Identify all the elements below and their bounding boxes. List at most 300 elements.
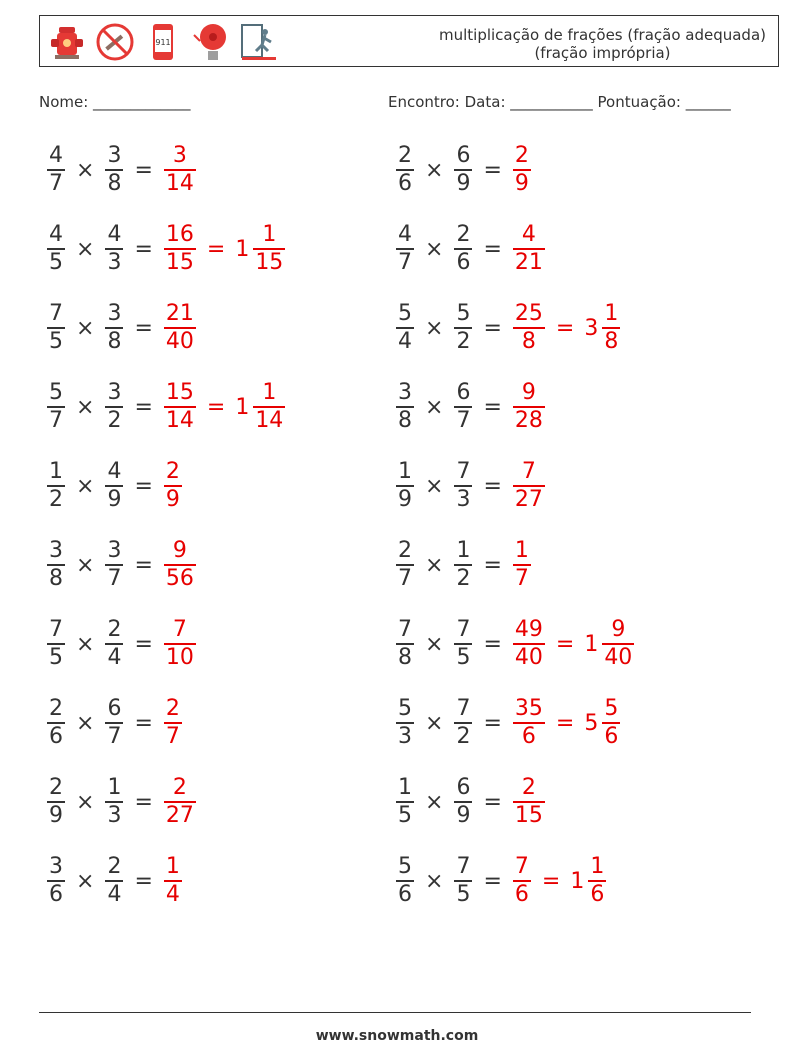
denominator: 5 xyxy=(49,329,63,354)
denominator: 2 xyxy=(456,566,471,591)
title-line-1: multiplicação de frações (fração adequada) xyxy=(438,26,766,44)
numerator: 7 xyxy=(456,854,471,879)
times-sign: × xyxy=(76,394,95,420)
denominator: 2 xyxy=(49,487,63,512)
answer xyxy=(161,143,199,197)
mixed-fraction xyxy=(602,696,620,750)
operand-b-fraction xyxy=(105,459,123,513)
answer-fraction xyxy=(513,459,545,513)
mixed-whole: 3 xyxy=(584,315,599,341)
operand-b-fraction xyxy=(105,301,123,355)
operand-a-fraction xyxy=(396,538,414,592)
numerator: 2 xyxy=(49,775,63,800)
numerator: 4 xyxy=(49,143,63,168)
operand-b-fraction xyxy=(105,538,123,592)
denominator: 5 xyxy=(456,645,471,670)
denominator: 7 xyxy=(398,250,412,275)
equals-sign: = xyxy=(134,710,153,736)
times-sign: × xyxy=(425,868,444,894)
operand-a-fraction xyxy=(396,617,414,671)
numerator: 2 xyxy=(398,538,412,563)
answer xyxy=(161,538,199,592)
denominator: 7 xyxy=(49,171,63,196)
numerator: 4 xyxy=(49,222,63,247)
no-smoking-icon xyxy=(94,21,136,63)
times-sign: × xyxy=(76,789,95,815)
equals-sign: = xyxy=(134,789,153,815)
answer xyxy=(510,538,534,592)
equals-sign: = xyxy=(541,868,561,894)
answer-fraction xyxy=(164,380,196,434)
mixed-whole: 5 xyxy=(584,710,599,736)
numerator: 2 xyxy=(514,143,529,168)
denominator: 8 xyxy=(398,408,412,433)
operand-a-fraction xyxy=(396,380,414,434)
answer xyxy=(161,854,185,908)
operand-b-fraction xyxy=(105,696,123,750)
numerator: 35 xyxy=(514,696,543,721)
numerator: 2 xyxy=(107,854,122,879)
numerator: 4 xyxy=(107,459,122,484)
numerator: 1 xyxy=(456,538,471,563)
problem-row xyxy=(44,214,288,284)
denominator: 14 xyxy=(255,408,284,433)
denominator: 3 xyxy=(398,724,412,749)
operand-b-fraction xyxy=(105,617,123,671)
times-sign: × xyxy=(76,315,95,341)
numerator: 3 xyxy=(49,854,63,879)
numerator: 5 xyxy=(49,380,63,405)
times-sign: × xyxy=(76,157,95,183)
denominator: 9 xyxy=(398,487,412,512)
mixed-whole: 1 xyxy=(235,236,250,262)
numerator: 4 xyxy=(398,222,412,247)
numerator: 2 xyxy=(49,696,63,721)
equals-sign: = xyxy=(134,394,153,420)
operand-a-fraction xyxy=(47,775,65,829)
operand-b-fraction xyxy=(105,143,123,197)
answer-fraction xyxy=(513,380,545,434)
operand-b-fraction xyxy=(105,775,123,829)
numerator: 3 xyxy=(172,143,187,168)
worksheet-title xyxy=(439,26,766,62)
answer-fraction xyxy=(164,538,196,592)
answer xyxy=(161,617,199,671)
operand-a-fraction xyxy=(396,143,414,197)
answer-fraction xyxy=(164,459,182,513)
numerator: 21 xyxy=(165,301,194,326)
numerator: 1 xyxy=(49,459,63,484)
denominator: 9 xyxy=(456,171,471,196)
fire-hydrant-icon xyxy=(46,21,88,63)
denominator: 2 xyxy=(456,329,471,354)
times-sign: × xyxy=(76,868,95,894)
numerator: 5 xyxy=(604,696,619,721)
numerator: 1 xyxy=(514,538,529,563)
denominator: 7 xyxy=(514,566,529,591)
problem-row xyxy=(44,846,185,916)
numerator: 7 xyxy=(514,854,529,879)
numerator: 9 xyxy=(521,380,536,405)
denominator: 5 xyxy=(456,882,471,907)
denominator: 5 xyxy=(398,803,412,828)
denominator: 4 xyxy=(107,882,122,907)
denominator: 40 xyxy=(165,329,194,354)
problem-row xyxy=(44,609,199,679)
answer-fraction xyxy=(513,617,545,671)
denominator: 27 xyxy=(165,803,194,828)
equals-sign: = xyxy=(134,157,153,183)
answer xyxy=(510,617,637,671)
denominator: 6 xyxy=(456,250,471,275)
answer xyxy=(510,143,534,197)
denominator: 8 xyxy=(604,329,619,354)
times-sign: × xyxy=(76,631,95,657)
equals-sign: = xyxy=(483,473,502,499)
numerator: 1 xyxy=(604,301,619,326)
denominator: 3 xyxy=(107,803,122,828)
operand-a-fraction xyxy=(396,854,414,908)
numerator: 7 xyxy=(49,301,63,326)
problem-row xyxy=(393,372,548,442)
equals-sign: = xyxy=(206,236,226,262)
answer-fraction xyxy=(164,301,196,355)
equals-sign: = xyxy=(483,868,502,894)
problem-row xyxy=(393,609,637,679)
numerator: 5 xyxy=(398,854,412,879)
answer xyxy=(510,775,548,829)
answer-fraction xyxy=(513,301,545,355)
numerator: 16 xyxy=(165,222,194,247)
answer-fraction xyxy=(513,775,545,829)
numerator: 3 xyxy=(49,538,63,563)
denominator: 6 xyxy=(398,171,412,196)
denominator: 15 xyxy=(514,803,543,828)
equals-sign: = xyxy=(483,631,502,657)
times-sign: × xyxy=(425,789,444,815)
operand-a-fraction xyxy=(47,459,65,513)
operand-a-fraction xyxy=(396,301,414,355)
equals-sign: = xyxy=(555,315,575,341)
answer-fraction xyxy=(513,696,545,750)
denominator: 10 xyxy=(165,645,194,670)
answer xyxy=(161,222,288,276)
operand-a-fraction xyxy=(47,143,65,197)
operand-a-fraction xyxy=(396,775,414,829)
numerator: 49 xyxy=(514,617,543,642)
operand-a-fraction xyxy=(47,222,65,276)
problem-row xyxy=(393,846,609,916)
numerator: 2 xyxy=(521,775,536,800)
times-sign: × xyxy=(425,157,444,183)
footer-url: www.snowmath.com xyxy=(315,1028,479,1044)
times-sign: × xyxy=(76,236,95,262)
numerator: 6 xyxy=(107,696,122,721)
denominator: 9 xyxy=(49,803,63,828)
numerator: 2 xyxy=(456,222,471,247)
title-line-2: (fração imprópria) xyxy=(534,44,671,62)
times-sign: × xyxy=(76,473,95,499)
problem-row xyxy=(44,135,199,205)
times-sign: × xyxy=(425,473,444,499)
denominator: 40 xyxy=(604,645,633,670)
operand-a-fraction xyxy=(47,538,65,592)
numerator: 7 xyxy=(521,459,536,484)
numerator: 3 xyxy=(107,380,122,405)
denominator: 9 xyxy=(514,171,529,196)
mixed-whole: 1 xyxy=(235,394,250,420)
answer xyxy=(161,380,288,434)
answer-fraction xyxy=(513,143,531,197)
mixed-fraction xyxy=(253,222,285,276)
times-sign: × xyxy=(425,552,444,578)
equals-sign: = xyxy=(483,236,502,262)
times-sign: × xyxy=(76,710,95,736)
problem-row xyxy=(393,530,534,600)
operand-b-fraction xyxy=(454,459,472,513)
equals-sign: = xyxy=(134,868,153,894)
phone-911-icon xyxy=(142,21,184,63)
numerator: 6 xyxy=(456,775,471,800)
date-score-label: Encontro: Data: ___________ Pontuação: ______ xyxy=(388,93,731,111)
operand-a-fraction xyxy=(396,222,414,276)
numerator: 4 xyxy=(107,222,122,247)
equals-sign: = xyxy=(483,315,502,341)
numerator: 3 xyxy=(107,301,122,326)
denominator: 7 xyxy=(398,566,412,591)
denominator: 3 xyxy=(107,250,122,275)
fire-alarm-bell-icon xyxy=(190,21,232,63)
numerator: 9 xyxy=(611,617,626,642)
operand-a-fraction xyxy=(396,459,414,513)
problem-row xyxy=(44,451,185,521)
denominator: 4 xyxy=(165,882,180,907)
denominator: 8 xyxy=(107,171,122,196)
answer xyxy=(161,301,199,355)
times-sign: × xyxy=(425,710,444,736)
denominator: 21 xyxy=(514,250,543,275)
icon-strip xyxy=(46,20,280,64)
operand-b-fraction xyxy=(454,143,472,197)
denominator: 8 xyxy=(398,645,412,670)
denominator: 28 xyxy=(514,408,543,433)
answer xyxy=(510,696,623,750)
operand-a-fraction xyxy=(47,380,65,434)
numerator: 1 xyxy=(262,222,277,247)
denominator: 6 xyxy=(590,882,605,907)
equals-sign: = xyxy=(483,789,502,815)
problem-row xyxy=(393,135,534,205)
problem-row xyxy=(393,293,623,363)
denominator: 2 xyxy=(456,724,471,749)
answer-fraction xyxy=(164,854,182,908)
denominator: 5 xyxy=(49,250,63,275)
operand-a-fraction xyxy=(47,617,65,671)
denominator: 15 xyxy=(165,250,194,275)
denominator: 5 xyxy=(49,645,63,670)
numerator: 1 xyxy=(398,459,412,484)
equals-sign: = xyxy=(134,473,153,499)
denominator: 6 xyxy=(49,724,63,749)
denominator: 6 xyxy=(49,882,63,907)
denominator: 9 xyxy=(456,803,471,828)
mixed-whole: 1 xyxy=(570,868,585,894)
denominator: 4 xyxy=(107,645,122,670)
operand-b-fraction xyxy=(105,380,123,434)
times-sign: × xyxy=(425,394,444,420)
answer-fraction xyxy=(513,854,531,908)
denominator: 8 xyxy=(521,329,536,354)
numerator: 1 xyxy=(165,854,180,879)
mixed-fraction xyxy=(588,854,606,908)
operand-a-fraction xyxy=(47,854,65,908)
equals-sign: = xyxy=(483,394,502,420)
numerator: 7 xyxy=(398,617,412,642)
problem-row xyxy=(44,767,199,837)
problem-row xyxy=(393,767,548,837)
equals-sign: = xyxy=(555,710,575,736)
operand-b-fraction xyxy=(454,380,472,434)
emergency-exit-icon xyxy=(238,21,280,63)
answer xyxy=(510,222,548,276)
operand-a-fraction xyxy=(47,301,65,355)
mixed-fraction xyxy=(602,617,634,671)
times-sign: × xyxy=(425,236,444,262)
numerator: 2 xyxy=(172,775,187,800)
numerator: 15 xyxy=(165,380,194,405)
numerator: 1 xyxy=(590,854,605,879)
name-field-label: Nome: _____________ xyxy=(39,93,191,111)
denominator: 7 xyxy=(107,724,122,749)
numerator: 3 xyxy=(107,538,122,563)
answer xyxy=(510,380,548,434)
operand-a-fraction xyxy=(396,696,414,750)
answer-fraction xyxy=(164,222,196,276)
answer xyxy=(161,775,199,829)
denominator: 3 xyxy=(456,487,471,512)
problem-row xyxy=(393,688,623,758)
numerator: 5 xyxy=(398,301,412,326)
worksheet-header xyxy=(39,15,779,67)
denominator: 4 xyxy=(398,329,412,354)
numerator: 5 xyxy=(398,696,412,721)
mixed-whole: 1 xyxy=(584,631,599,657)
denominator: 7 xyxy=(165,724,180,749)
problem-row xyxy=(44,293,199,363)
numerator: 7 xyxy=(456,696,471,721)
numerator: 3 xyxy=(398,380,412,405)
numerator: 7 xyxy=(456,617,471,642)
numerator: 9 xyxy=(172,538,187,563)
operand-a-fraction xyxy=(47,696,65,750)
svg-text:911: 911 xyxy=(155,38,171,47)
problem-row xyxy=(44,688,185,758)
answer-fraction xyxy=(513,538,531,592)
denominator: 40 xyxy=(514,645,543,670)
denominator: 9 xyxy=(107,487,122,512)
footer-divider xyxy=(39,1012,751,1013)
problem-row xyxy=(393,214,548,284)
answer-fraction xyxy=(164,617,196,671)
denominator: 8 xyxy=(49,566,63,591)
numerator: 1 xyxy=(107,775,122,800)
mixed-fraction xyxy=(602,301,620,355)
denominator: 14 xyxy=(165,408,194,433)
numerator: 2 xyxy=(165,459,180,484)
equals-sign: = xyxy=(134,552,153,578)
numerator: 1 xyxy=(398,775,412,800)
numerator: 2 xyxy=(398,143,412,168)
operand-b-fraction xyxy=(454,854,472,908)
times-sign: × xyxy=(76,552,95,578)
operand-b-fraction xyxy=(105,222,123,276)
numerator: 1 xyxy=(262,380,277,405)
numerator: 4 xyxy=(521,222,536,247)
operand-b-fraction xyxy=(454,617,472,671)
operand-b-fraction xyxy=(454,775,472,829)
denominator: 7 xyxy=(49,408,63,433)
times-sign: × xyxy=(425,315,444,341)
denominator: 6 xyxy=(521,724,536,749)
denominator: 6 xyxy=(514,882,529,907)
answer xyxy=(161,696,185,750)
problem-row xyxy=(44,372,288,442)
numerator: 5 xyxy=(456,301,471,326)
answer-fraction xyxy=(164,775,196,829)
answer xyxy=(510,301,623,355)
answer xyxy=(510,854,609,908)
equals-sign: = xyxy=(483,552,502,578)
numerator: 2 xyxy=(165,696,180,721)
denominator: 2 xyxy=(107,408,122,433)
denominator: 56 xyxy=(165,566,194,591)
operand-b-fraction xyxy=(454,301,472,355)
equals-sign: = xyxy=(483,710,502,736)
numerator: 25 xyxy=(514,301,543,326)
denominator: 9 xyxy=(165,487,180,512)
numerator: 7 xyxy=(456,459,471,484)
denominator: 6 xyxy=(604,724,619,749)
numerator: 6 xyxy=(456,143,471,168)
equals-sign: = xyxy=(134,236,153,262)
denominator: 8 xyxy=(107,329,122,354)
answer xyxy=(510,459,548,513)
operand-b-fraction xyxy=(454,696,472,750)
numerator: 6 xyxy=(456,380,471,405)
answer-fraction xyxy=(164,143,196,197)
denominator: 7 xyxy=(107,566,122,591)
problem-row xyxy=(393,451,548,521)
numerator: 7 xyxy=(172,617,187,642)
problem-row xyxy=(44,530,199,600)
equals-sign: = xyxy=(483,157,502,183)
answer xyxy=(161,459,185,513)
operand-b-fraction xyxy=(454,538,472,592)
equals-sign: = xyxy=(555,631,575,657)
numerator: 7 xyxy=(49,617,63,642)
equals-sign: = xyxy=(206,394,226,420)
denominator: 14 xyxy=(165,171,194,196)
numerator: 3 xyxy=(107,143,122,168)
equals-sign: = xyxy=(134,315,153,341)
times-sign: × xyxy=(425,631,444,657)
denominator: 15 xyxy=(255,250,284,275)
numerator: 2 xyxy=(107,617,122,642)
operand-b-fraction xyxy=(454,222,472,276)
mixed-fraction xyxy=(253,380,285,434)
denominator: 7 xyxy=(456,408,471,433)
equals-sign: = xyxy=(134,631,153,657)
